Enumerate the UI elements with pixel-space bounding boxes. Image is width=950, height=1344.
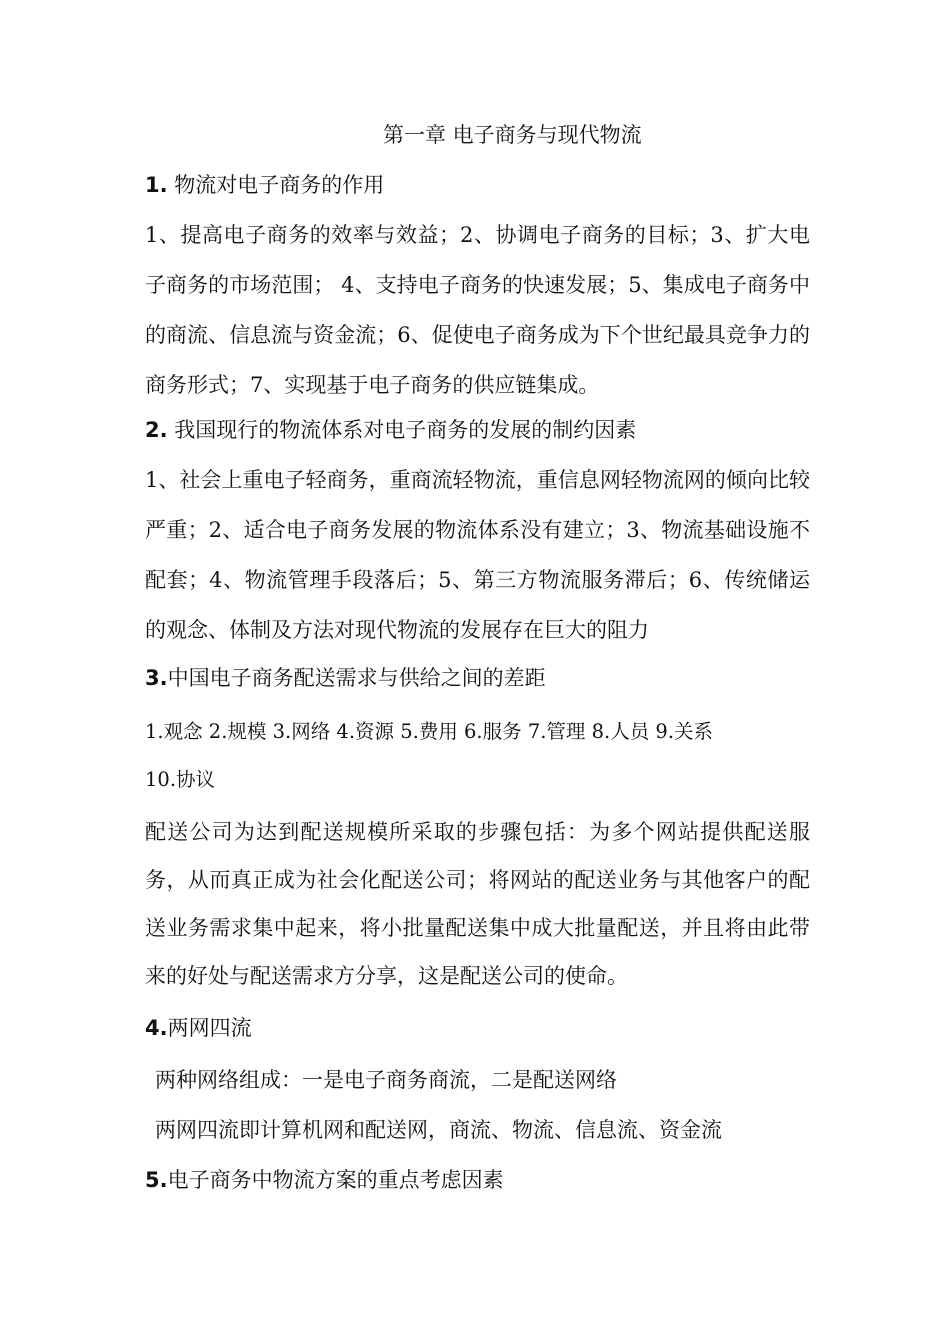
section-5-number: 5.: [145, 1168, 168, 1192]
section-2-body: 1、社会上重电子轻商务，重商流轻物流，重信息网轻物流网的倾向比较严重；2、适合电子商务发展的物流体系没有建立；3、物流基础设施不配套；4、物流管理手段落后；5、第三方物流服务滞后；6、传统储运的观念、体制及方法对现代物流的发展存在巨大的阻力: [145, 468, 810, 642]
chapter-title: 第一章 电子商务与现代物流: [383, 123, 642, 147]
section-5-heading: [145, 1165, 810, 1195]
section-4-number: 4.: [145, 1016, 168, 1040]
section-3-body: 配送公司为达到配送规模所采取的步骤包括：为多个网站提供配送服务，从而真正成为社会化配送公司；将网站的配送业务与其他客户的配送业务需求集中起来，将小批量配送集中成大批量配送，并且将由此带来的好处与配送需求方分享，这是配送公司的使命。: [145, 820, 810, 988]
section-3-heading: [145, 663, 810, 693]
section-5-heading-text: 电子商务中物流方案的重点考虑因素: [167, 1168, 504, 1192]
section-1-number: 1.: [145, 173, 168, 197]
section-3-heading-text: 中国电子商务配送需求与供给之间的差距: [167, 666, 546, 690]
section-3-list: [145, 708, 810, 804]
section-1-heading: [145, 170, 810, 200]
section-1-heading-text: 物流对电子商务的作用: [167, 173, 385, 197]
section-2-heading-text: 我国现行的物流体系对电子商务的发展的制约因素: [167, 418, 637, 442]
section-3-list-line-2: 10.协议: [145, 768, 216, 791]
section-4-line-1: 两种网络组成：一是电子商务商流，二是配送网络: [155, 1068, 617, 1092]
section-3-list-line-1: 1.观念 2.规模 3.网络 4.资源 5.费用 6.服务 7.管理 8.人员 9.关系: [145, 720, 714, 743]
section-2-heading: [145, 415, 810, 445]
section-3-number: 3.: [145, 666, 168, 690]
section-4-line-2: 两网四流即计算机网和配送网，商流、物流、信息流、资金流: [155, 1118, 722, 1142]
section-2-number: 2.: [145, 418, 168, 442]
section-4-heading: [145, 1013, 810, 1043]
section-4-heading-text: 两网四流: [167, 1016, 252, 1040]
section-1-body: 1、提高电子商务的效率与效益；2、协调电子商务的目标；3、扩大电子商务的市场范围； 4、支持电子商务的快速发展；5、集成电子商务中的商流、信息流与资金流；6、促使电子商务成为下个世纪最具竞争力的商务形式；7、实现基于电子商务的供应链集成。: [145, 223, 810, 397]
